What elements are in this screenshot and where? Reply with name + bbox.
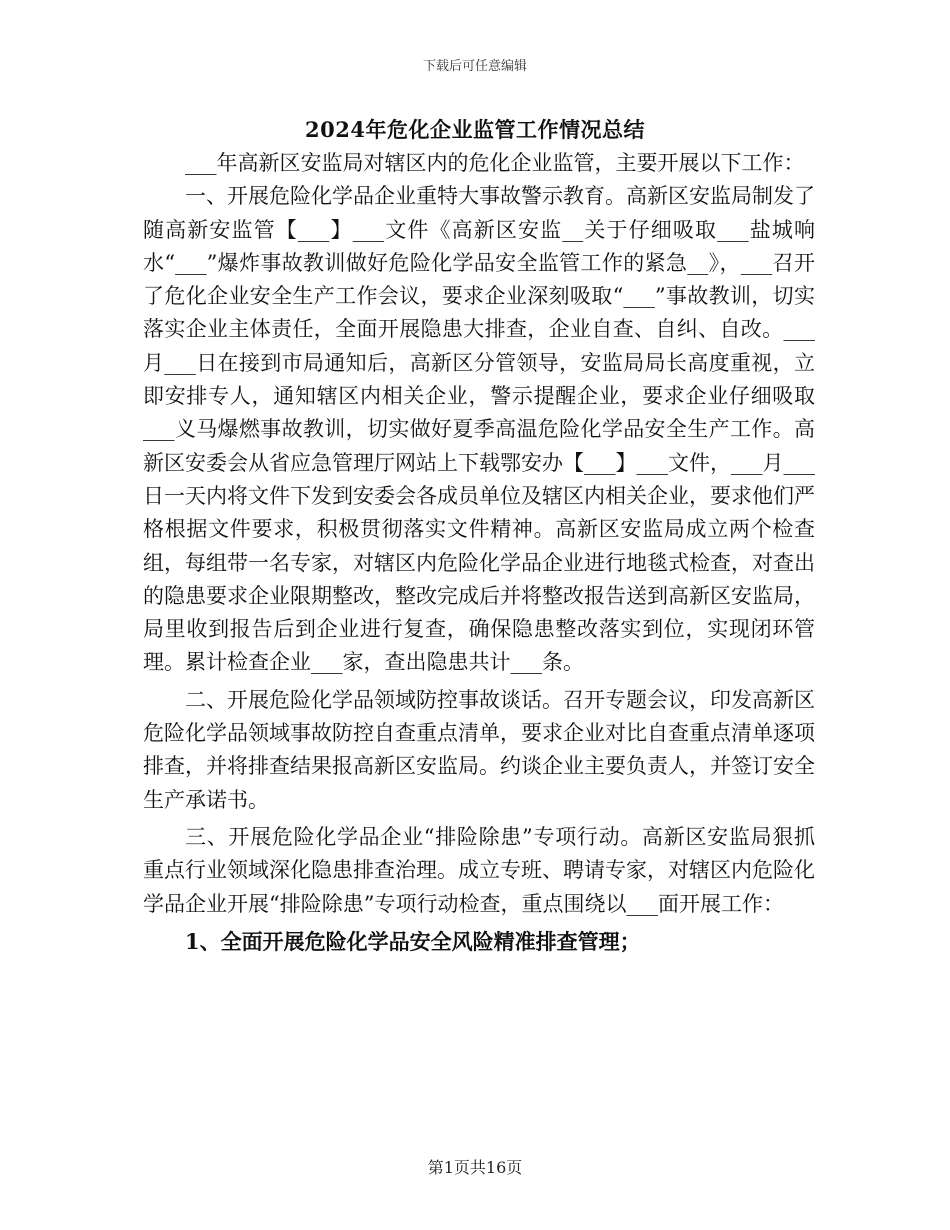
- section-2-paragraph: 二、开展危险化学品领域防控事故谈话。召开专题会议，印发高新区危险化学品领域事故防控自查重点清单，要求企业对比自查重点清单逐项排查，并将排查结果报高新区安监局。约谈企业主要负责人，并签订安全生产承诺书。: [143, 687, 815, 812]
- page-footer: 第1页共16页: [427, 1158, 523, 1177]
- document-body: [143, 147, 815, 958]
- page-header-note: 下载后可任意编辑: [422, 59, 527, 74]
- intro-paragraph: ___年高新区安监局对辖区内的危化企业监管，主要开展以下工作：: [185, 151, 805, 175]
- subheading-1: 1、全面开展危险化学品安全风险精准排查管理；: [185, 928, 641, 954]
- section-1-paragraph: 一、开展危险化学品企业重特大事故警示教育。高新区安监局制发了随高新安监管【___】___文件《高新区安监__关于仔细吸取___盐城响水“___”爆炸事故教训做好危险化学品安全监管工作的紧急__》，___召开了危化企业安全生产工作会议，要求企业深刻吸取“___”事故教训，切实落实企业主体责任，全面开展隐患大排查，企业自查、自纠、自改。___月___日在接到市局通知后，高新区分管领导，安监局局长高度重视，立即安排专人，通知辖区内相关企业，警示提醒企业，要求企业仔细吸取___义马爆燃事故教训，切实做好夏季高温危险化学品安全生产工作。高新区安委会从省应急管理厅网站上下载鄂安办【___】___文件，___月___日一天内将文件下发到安委会各成员单位及辖区内相关企业，要求他们严格根据文件要求，积极贯彻落实文件精神。高新区安监局成立两个检查组，每组带一名专家，对辖区内危险化学品企业进行地毯式检查，对查出的隐患要求企业限期整改，整改完成后并将整改报告送到高新区安监局，局里收到报告后到企业进行复查，确保隐患整改落实到位，实现闭环管理。累计检查企业___家，查出隐患共计___条。: [143, 184, 815, 675]
- document-title: 2024年危化企业监管工作情况总结: [305, 117, 645, 142]
- section-3-paragraph: 三、开展危险化学品企业“排险除患”专项行动。高新区安监局狠抓重点行业领域深化隐患排查治理。成立专班、聘请专家，对辖区内危险化学品企业开展“排险除患”专项行动检查，重点围绕以___面开展工作：: [143, 824, 815, 916]
